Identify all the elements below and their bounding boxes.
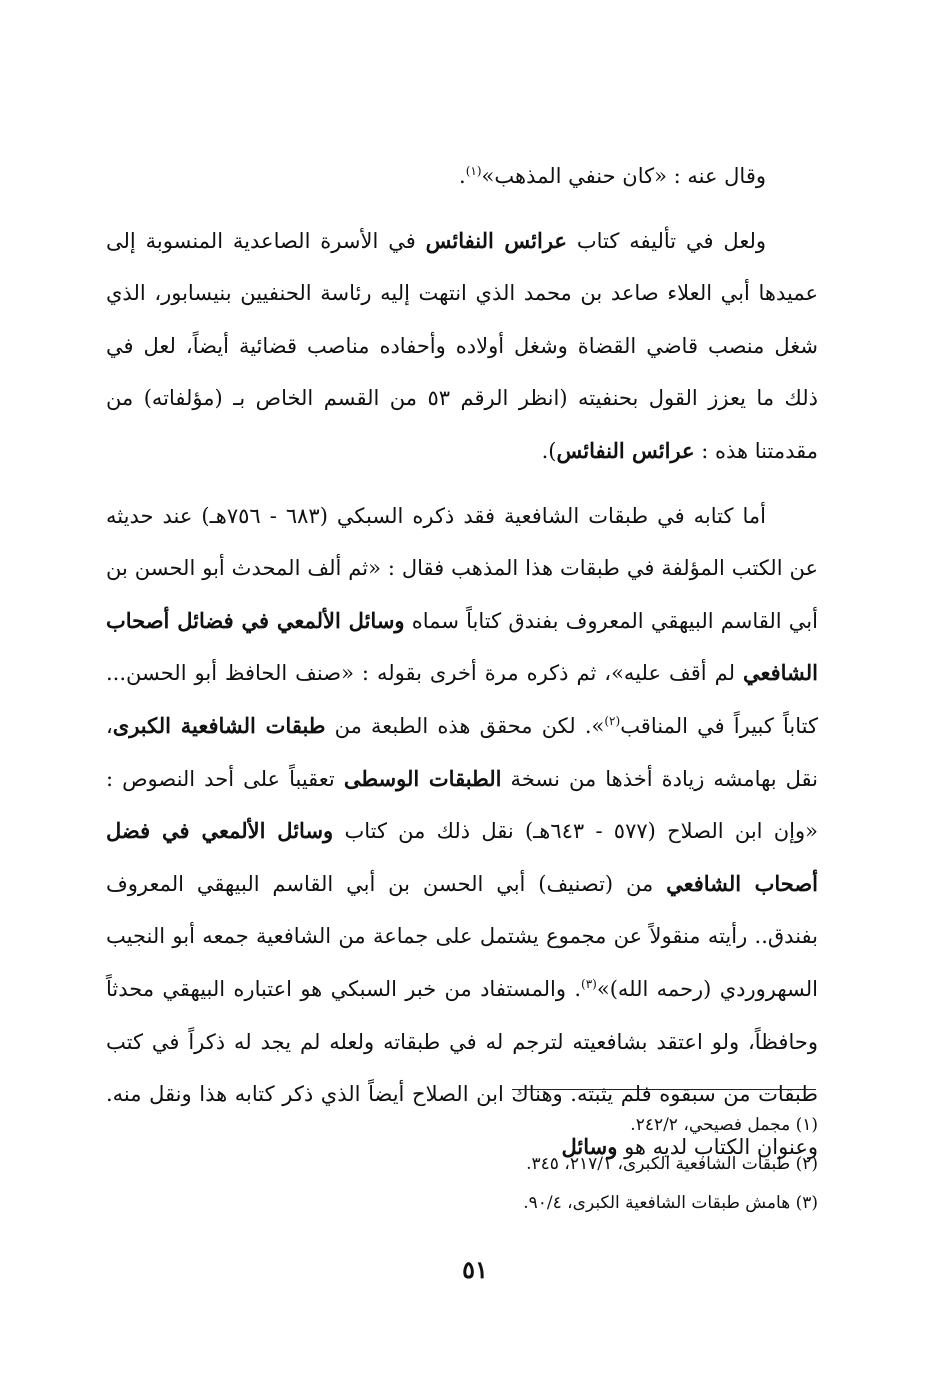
book-title-araes-2: عرائس النفائس [556, 437, 695, 463]
text-run: من (تصنيف) أبي الحسن بن أبي القاسم البيهقي المعروف بفندق.. رأيته منقولاً عن مجموع يشتمل على جماعة من الشافعية جمعه أبو النجيب السهروردي (رحمه الله)» [106, 871, 819, 1001]
page-number: ٥١ [462, 1255, 488, 1284]
footnote-ref-2: (٢) [604, 713, 621, 728]
footnote-2: (٢) طبقات الشافعية الكبرى، ٢١٧/١، ٣٤٥. [526, 1154, 818, 1174]
book-title-tabaqat-wusta: الطبقات الوسطى [343, 765, 502, 791]
main-text [106, 150, 818, 1173]
paragraph-quote [106, 150, 818, 203]
footnote-1: (١) مجمل فصيحي، ٢٤٢/٢. [630, 1115, 818, 1135]
paragraph-araes [106, 215, 818, 478]
text-run: تعقيباً على أحد النصوص : «وإن ابن الصلاح (٥٧٧ - ٦٤٣هـ) نقل ذلك من كتاب [106, 766, 818, 844]
text-run: في الأسرة الصاعدية المنسوبة إلى عميدها أبي العلاء صاعد بن محمد الذي انتهت إليه رئاسة الحنفيين بنيسابور، الذي شغل منصب قاضي القضاة وشغل أولاده وأحفاده مناصب قضائية أيضاً، لعل في ذلك ما يعزز القول بحنفيته (انظر الرقم ٥٣ من القسم الخاص بـ (مؤلفاته) من مقدمتنا هذه : [106, 228, 818, 463]
paragraph-tabaqat [106, 490, 818, 1174]
book-title-tabaqat-kubra: طبقات الشافعية الكبرى [112, 712, 326, 738]
text-run: ، نقل بهامشه زيادة أخذها من نسخة [106, 713, 819, 791]
quote-text: وقال عنه : «كان حنفي المذهب» [481, 164, 766, 188]
footnote-ref-3: (٣) [581, 976, 597, 991]
text-run: ولعل في تأليفه كتاب [566, 228, 767, 253]
footnotes [106, 1106, 818, 1223]
book-title-araes: عرائس النفائس [425, 227, 567, 253]
book-title-wasail-2: وسائل الألمعي في فضل أصحاب الشافعي [106, 818, 818, 896]
footnote-3: (٣) هامش طبقات الشافعية الكبرى، ٩٠/٤. [523, 1193, 818, 1213]
text-run: لم أقف عليه»، ثم ذكره مرة أخرى بقوله : «صنف الحافظ أبو الحسن... كتاباً كبيراً في المناقب [106, 661, 818, 738]
paragraph-gap [106, 203, 818, 215]
text-run: ). [541, 438, 557, 463]
text-run: ». لكن محقق هذه الطبعة من [325, 713, 605, 738]
quote-end: . [459, 164, 466, 188]
footnote-divider [512, 1089, 816, 1090]
text-run: أما كتابه في طبقات الشافعية فقد ذكره السبكي (٦٨٣ - ٧٥٦هـ) عند حديثه عن الكتب المؤلفة في طبقات هذا المذهب فقال : «ثم ألف المحدث أبو الحسن بن أبي القاسم البيهقي المعروف بفندق كتاباً سماه [106, 503, 818, 633]
book-title-wasail: وسائل الألمعي في فضائل أصحاب الشافعي [106, 607, 818, 686]
footnote-ref-1: (١) [465, 164, 482, 178]
paragraph-gap [106, 478, 818, 490]
book-title-wasail-3: وسائل [561, 1133, 618, 1159]
text-run: . والمستفاد من خبر السبكي هو اعتباره البيهقي محدثاً وحافظاً، ولو اعتقد بشافعيته لترجم له في طبقاته ولعله لم يجد له ذكراً في كتب طبقات من سبقوه فلم يثبته. وهناك ابن الصلاح أيضاً الذي ذكر كتابه هذا ونقل منه. وعنوان الكتاب لديه هو [106, 976, 818, 1159]
